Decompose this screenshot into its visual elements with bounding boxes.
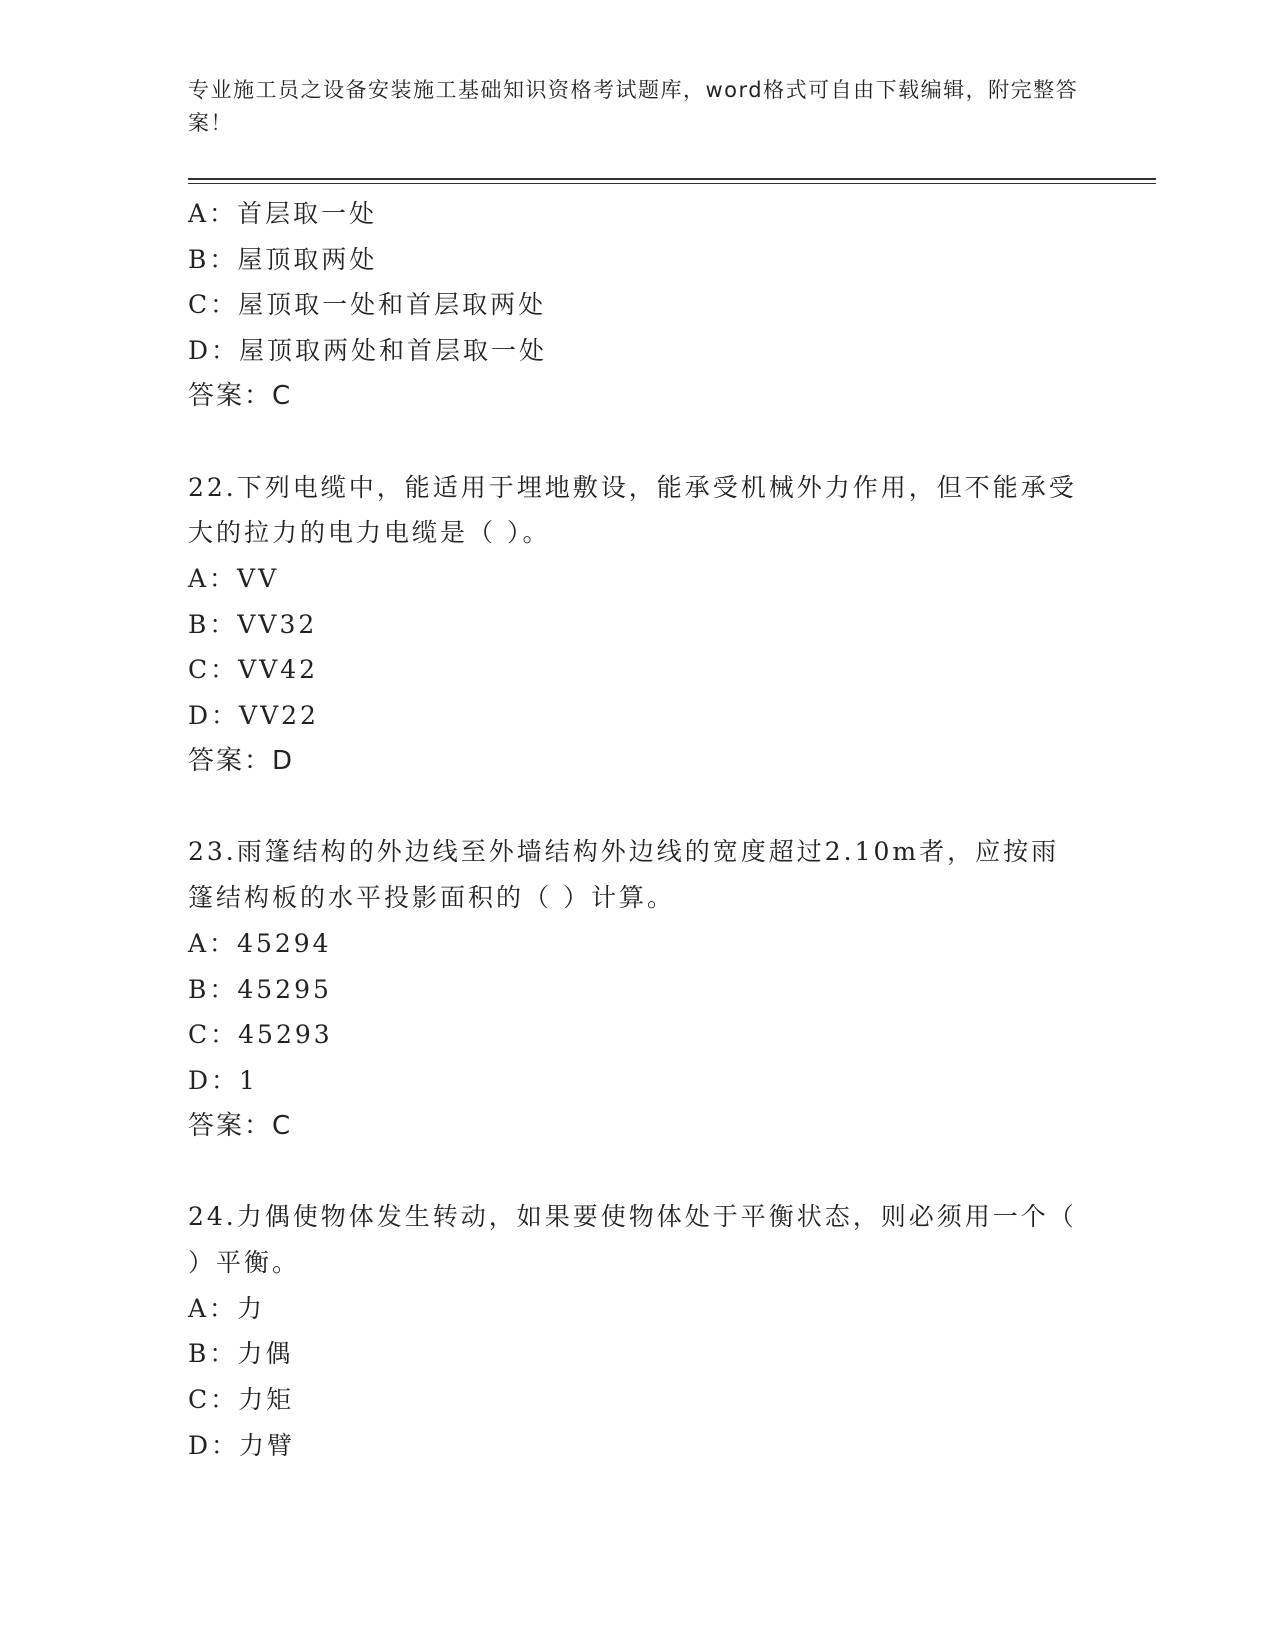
answer-line: 答案：D (188, 745, 295, 776)
header-divider-thin (188, 183, 1156, 184)
question-text: 24.力偶使物体发生转动，如果要使物体处于平衡状态，则必须用一个（ ）平衡。 (188, 1202, 1077, 1278)
header-divider-thick (188, 178, 1156, 180)
answer-line: 答案：C (188, 1110, 293, 1141)
question-text: 23.雨篷结构的外边线至外墙结构外边线的宽度超过2.10m者，应按雨篷结构板的水平投影面积的（ ）计算。 (188, 837, 1060, 913)
question-24 (188, 1194, 1088, 1468)
option-b: B：屋顶取两处 (188, 244, 378, 274)
option-b: B：45295 (188, 974, 332, 1004)
option-d: D：力臂 (188, 1430, 296, 1460)
option-d: D：屋顶取两处和首层取一处 (188, 336, 548, 366)
option-c: C：45293 (188, 1020, 333, 1050)
option-a: A：VV (188, 563, 280, 593)
document-header: 专业施工员之设备安装施工基础知识资格考试题库，word格式可自由下载编辑，附完整答案！ (188, 78, 1079, 135)
option-a: A：力 (188, 1293, 266, 1323)
option-c: C：力矩 (188, 1385, 295, 1415)
option-d: D：VV22 (188, 701, 319, 731)
question-23 (188, 829, 1088, 1149)
question-list (188, 191, 1088, 1469)
question-text: 22.下列电缆中，能适用于埋地敷设，能承受机械外力作用，但不能承受大的拉力的电力电缆是（ ）。 (188, 472, 1077, 548)
option-c: C：VV42 (188, 655, 319, 685)
question-22 (188, 465, 1088, 785)
option-b: B：力偶 (188, 1339, 294, 1369)
option-a: A：45294 (188, 928, 332, 958)
question-21-tail (188, 191, 1088, 420)
option-a: A：首层取一处 (188, 199, 378, 228)
answer-line: 答案：C (188, 380, 293, 411)
option-b: B：VV32 (188, 609, 318, 639)
option-d: D：1 (188, 1065, 258, 1095)
option-c: C：屋顶取一处和首层取两处 (188, 290, 547, 320)
